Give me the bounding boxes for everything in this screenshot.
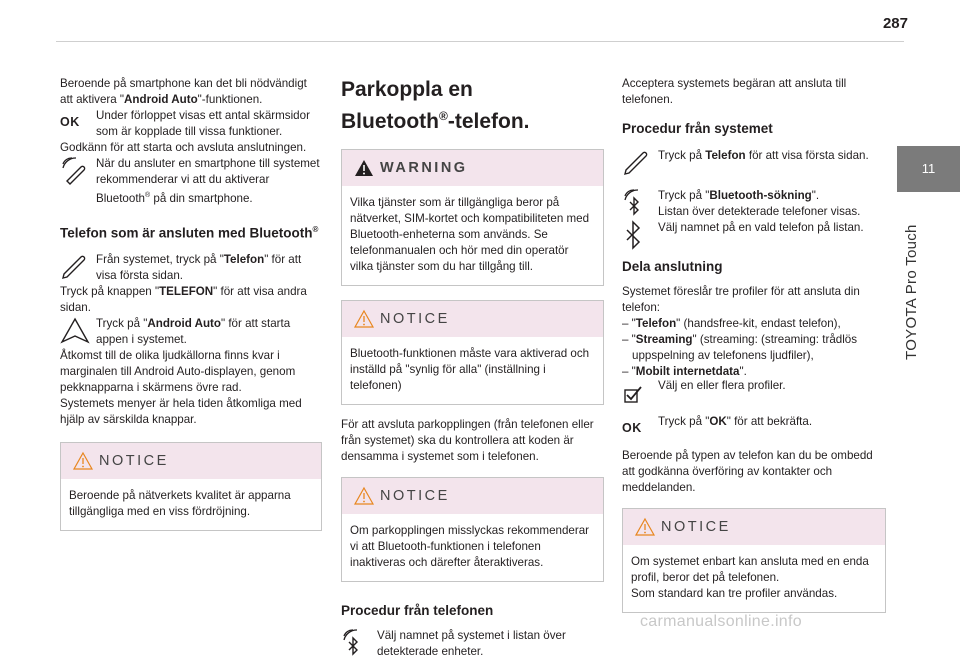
notice-text: Bluetooth-funktionen måste vara aktiverad och inställd på "synlig för alla" (inställning i telefonen) bbox=[350, 347, 590, 392]
column-3 bbox=[622, 76, 886, 625]
touch-icon bbox=[60, 156, 90, 186]
chapter-tab[interactable]: 11 bbox=[897, 146, 960, 192]
notice-icon bbox=[354, 310, 374, 328]
list-item: – "Telefon" (handsfree-kit, endast telefon), bbox=[622, 317, 841, 330]
notice-header: NOTICE bbox=[342, 478, 603, 514]
section-heading: Procedur från systemet bbox=[622, 121, 773, 136]
paragraph: Systemets menyer är hela tiden åtkomliga med hjälp av särskilda knappar. bbox=[60, 397, 302, 427]
top-divider bbox=[56, 41, 904, 42]
notice-icon bbox=[635, 518, 655, 536]
column-1 bbox=[60, 76, 322, 543]
list-item: – "Mobilt internetdata". bbox=[622, 365, 747, 378]
notice-box bbox=[341, 477, 604, 582]
paragraph: Beroende på typen av telefon kan du be ombedd att godkänna överföring av kontakter och meddelanden. bbox=[622, 449, 873, 494]
warning-header: WARNING bbox=[342, 150, 603, 186]
notice-header: NOTICE bbox=[61, 443, 321, 479]
notice-box bbox=[622, 508, 886, 613]
watermark: carmanualsonline.info bbox=[640, 613, 802, 630]
warning-text: Vilka tjänster som är tillgängliga beror på nätverket, SIM-kortet och kompatibiliteten med Bluetooth-enheterna som används. Se telefonmanualen och hör med din operatör vilka tjänster som du har tillgång till. bbox=[350, 196, 590, 273]
bluetooth-search-instruction: Tryck på "Bluetooth-sökning". Listan över detekterade telefoner visas. bbox=[622, 188, 886, 220]
section-heading: Dela anslutning bbox=[622, 259, 723, 274]
notice-box bbox=[341, 300, 604, 405]
phone-instruction: Från systemet, tryck på "Telefon" för att visa första sidan. bbox=[60, 252, 322, 284]
paragraph: Systemet föreslår tre profiler för att ansluta din telefon: bbox=[622, 285, 860, 314]
ok-icon: OK bbox=[60, 115, 80, 129]
pen-icon bbox=[622, 148, 652, 178]
paragraph: Godkänn för att starta och avsluta anslutningen. bbox=[60, 141, 307, 154]
section-heading: Procedur från telefonen bbox=[341, 603, 494, 618]
phone-instruction: Tryck på Telefon för att visa första sidan. bbox=[622, 148, 886, 180]
paragraph: För att avsluta parkopplingen (från telefonen eller från systemet) ska du kontrollera att koden är densamma i systemet som i telefonen. bbox=[341, 418, 594, 463]
bluetooth-touch-icon bbox=[622, 188, 652, 218]
warning-icon bbox=[354, 159, 374, 177]
select-profiles-instruction: Välj en eller flera profiler. bbox=[622, 378, 886, 410]
ok-icon: OK bbox=[622, 421, 642, 435]
page-number: 287 bbox=[882, 15, 908, 32]
chapter-title: TOYOTA Pro Touch bbox=[903, 224, 920, 360]
select-phone-instruction: Välj namnet på en vald telefon på listan. bbox=[622, 220, 886, 244]
list-item: – "Streaming" (streaming: (streaming: trådlös uppspelning av telefonens ljudfiler), bbox=[622, 333, 858, 362]
ok-instruction: OK Under förloppet visas ett antal skärmsidor som är kopplade till vissa funktioner. bbox=[60, 109, 310, 138]
bluetooth-icon bbox=[622, 220, 652, 250]
paragraph: Acceptera systemets begäran att ansluta till telefonen. bbox=[622, 77, 847, 106]
notice-text: Beroende på nätverkets kvalitet är apparna tillgängliga med en viss fördröjning. bbox=[69, 489, 291, 519]
notice-box bbox=[60, 442, 322, 531]
notice-text: Om parkopplingen misslyckas rekommenderar vi att Bluetooth-funktionen i telefonen inaktiveras och därefter återaktiveras. bbox=[350, 524, 590, 569]
paragraph: Tryck på knappen "TELEFON" för att visa andra sidan. bbox=[60, 285, 307, 315]
column-2 bbox=[341, 76, 604, 660]
pen-icon bbox=[60, 252, 90, 282]
ok-instruction: OK Tryck på "OK" för att bekräfta. bbox=[622, 415, 813, 435]
notice-icon bbox=[73, 452, 93, 470]
notice-header: NOTICE bbox=[342, 301, 603, 337]
section-heading: Telefon som är ansluten med Bluetooth® bbox=[60, 224, 319, 241]
select-system-instruction: Välj namnet på systemet i listan över detekterade enheter. bbox=[341, 628, 604, 660]
checkbox-icon bbox=[622, 378, 652, 408]
paragraph: Beroende på smartphone kan det bli nödvändigt att aktivera "Android Auto"-funktionen. bbox=[60, 77, 307, 106]
page-title: Parkoppla en Bluetooth®-telefon. bbox=[341, 78, 530, 133]
android-auto-icon bbox=[60, 316, 90, 346]
notice-text: Om systemet enbart kan ansluta med en enda profil, beror det på telefonen. Som standard kan tre profiler användas. bbox=[631, 555, 869, 600]
notice-header: NOTICE bbox=[623, 509, 885, 545]
paragraph: Åtkomst till de olika ljudkällorna finns kvar i marginalen till Android Auto-displayen, genom pekknapparna i skärmens övre rad. bbox=[60, 349, 296, 395]
bluetooth-instruction: När du ansluter en smartphone till systemet rekommenderar vi att du aktiverar Bluetooth® på din smartphone. bbox=[60, 156, 322, 207]
bluetooth-touch-icon bbox=[341, 628, 371, 658]
android-auto-instruction: Tryck på "Android Auto" för att starta appen i systemet. bbox=[60, 316, 322, 348]
notice-icon bbox=[354, 487, 374, 505]
warning-box bbox=[341, 149, 604, 286]
